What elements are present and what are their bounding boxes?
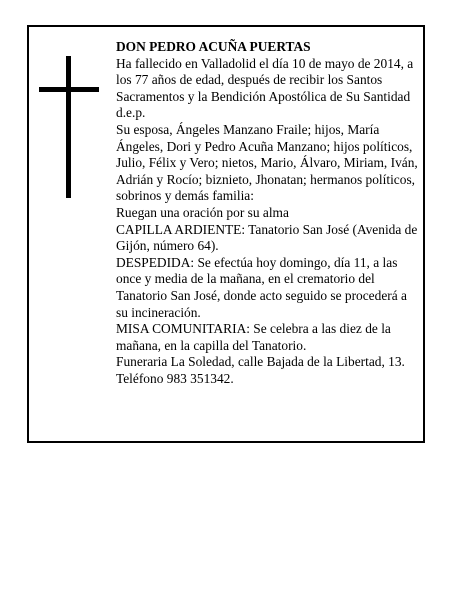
funeral-chapel: CAPILLA ARDIENTE: Tanatorio San José (Avenida de Gijón, número 64). [116, 221, 418, 254]
deceased-name: DON PEDRO ACUÑA PUERTAS [116, 39, 311, 54]
community-mass: MISA COMUNITARIA: Se celebra a las diez de la mañana, en la capilla del Tanatorio. [116, 321, 391, 353]
funeral-home-contact: Funeraria La Soledad, calle Bajada de la Libertad, 13. Teléfono 983 351342. [116, 354, 405, 386]
obituary-text [116, 39, 421, 387]
family-list: Su esposa, Ángeles Manzano Fraile; hijos, María Ángeles, Dori y Pedro Acuña Manzano; hijos políticos, Julio, Félix y Vero; nietos, Mario, Álvaro, Miriam, Iván, Adrián y Rocío; biznieto, Jhonatan; hermanos políticos, sobrinos y demás familia: [116, 121, 418, 204]
cross-vertical-bar [66, 56, 71, 198]
death-announcement: Ha fallecido en Valladolid el día 10 de mayo de 2014, a los 77 años de edad, después de recibir los Santos Sacramentos y la Bendición Apostólica de Su Santidad d.e.p. [116, 55, 414, 121]
prayer-request: Ruegan una oración por su alma [116, 204, 289, 220]
obituary-notice [27, 25, 425, 443]
latin-cross-icon [39, 56, 99, 198]
farewell-details: DESPEDIDA: Se efectúa hoy domingo, día 11, a las once y media de la mañana, en el crematorio del Tanatorio San José, donde acto seguido se procederá a su incineración. [116, 254, 407, 320]
cross-horizontal-bar [39, 87, 99, 92]
